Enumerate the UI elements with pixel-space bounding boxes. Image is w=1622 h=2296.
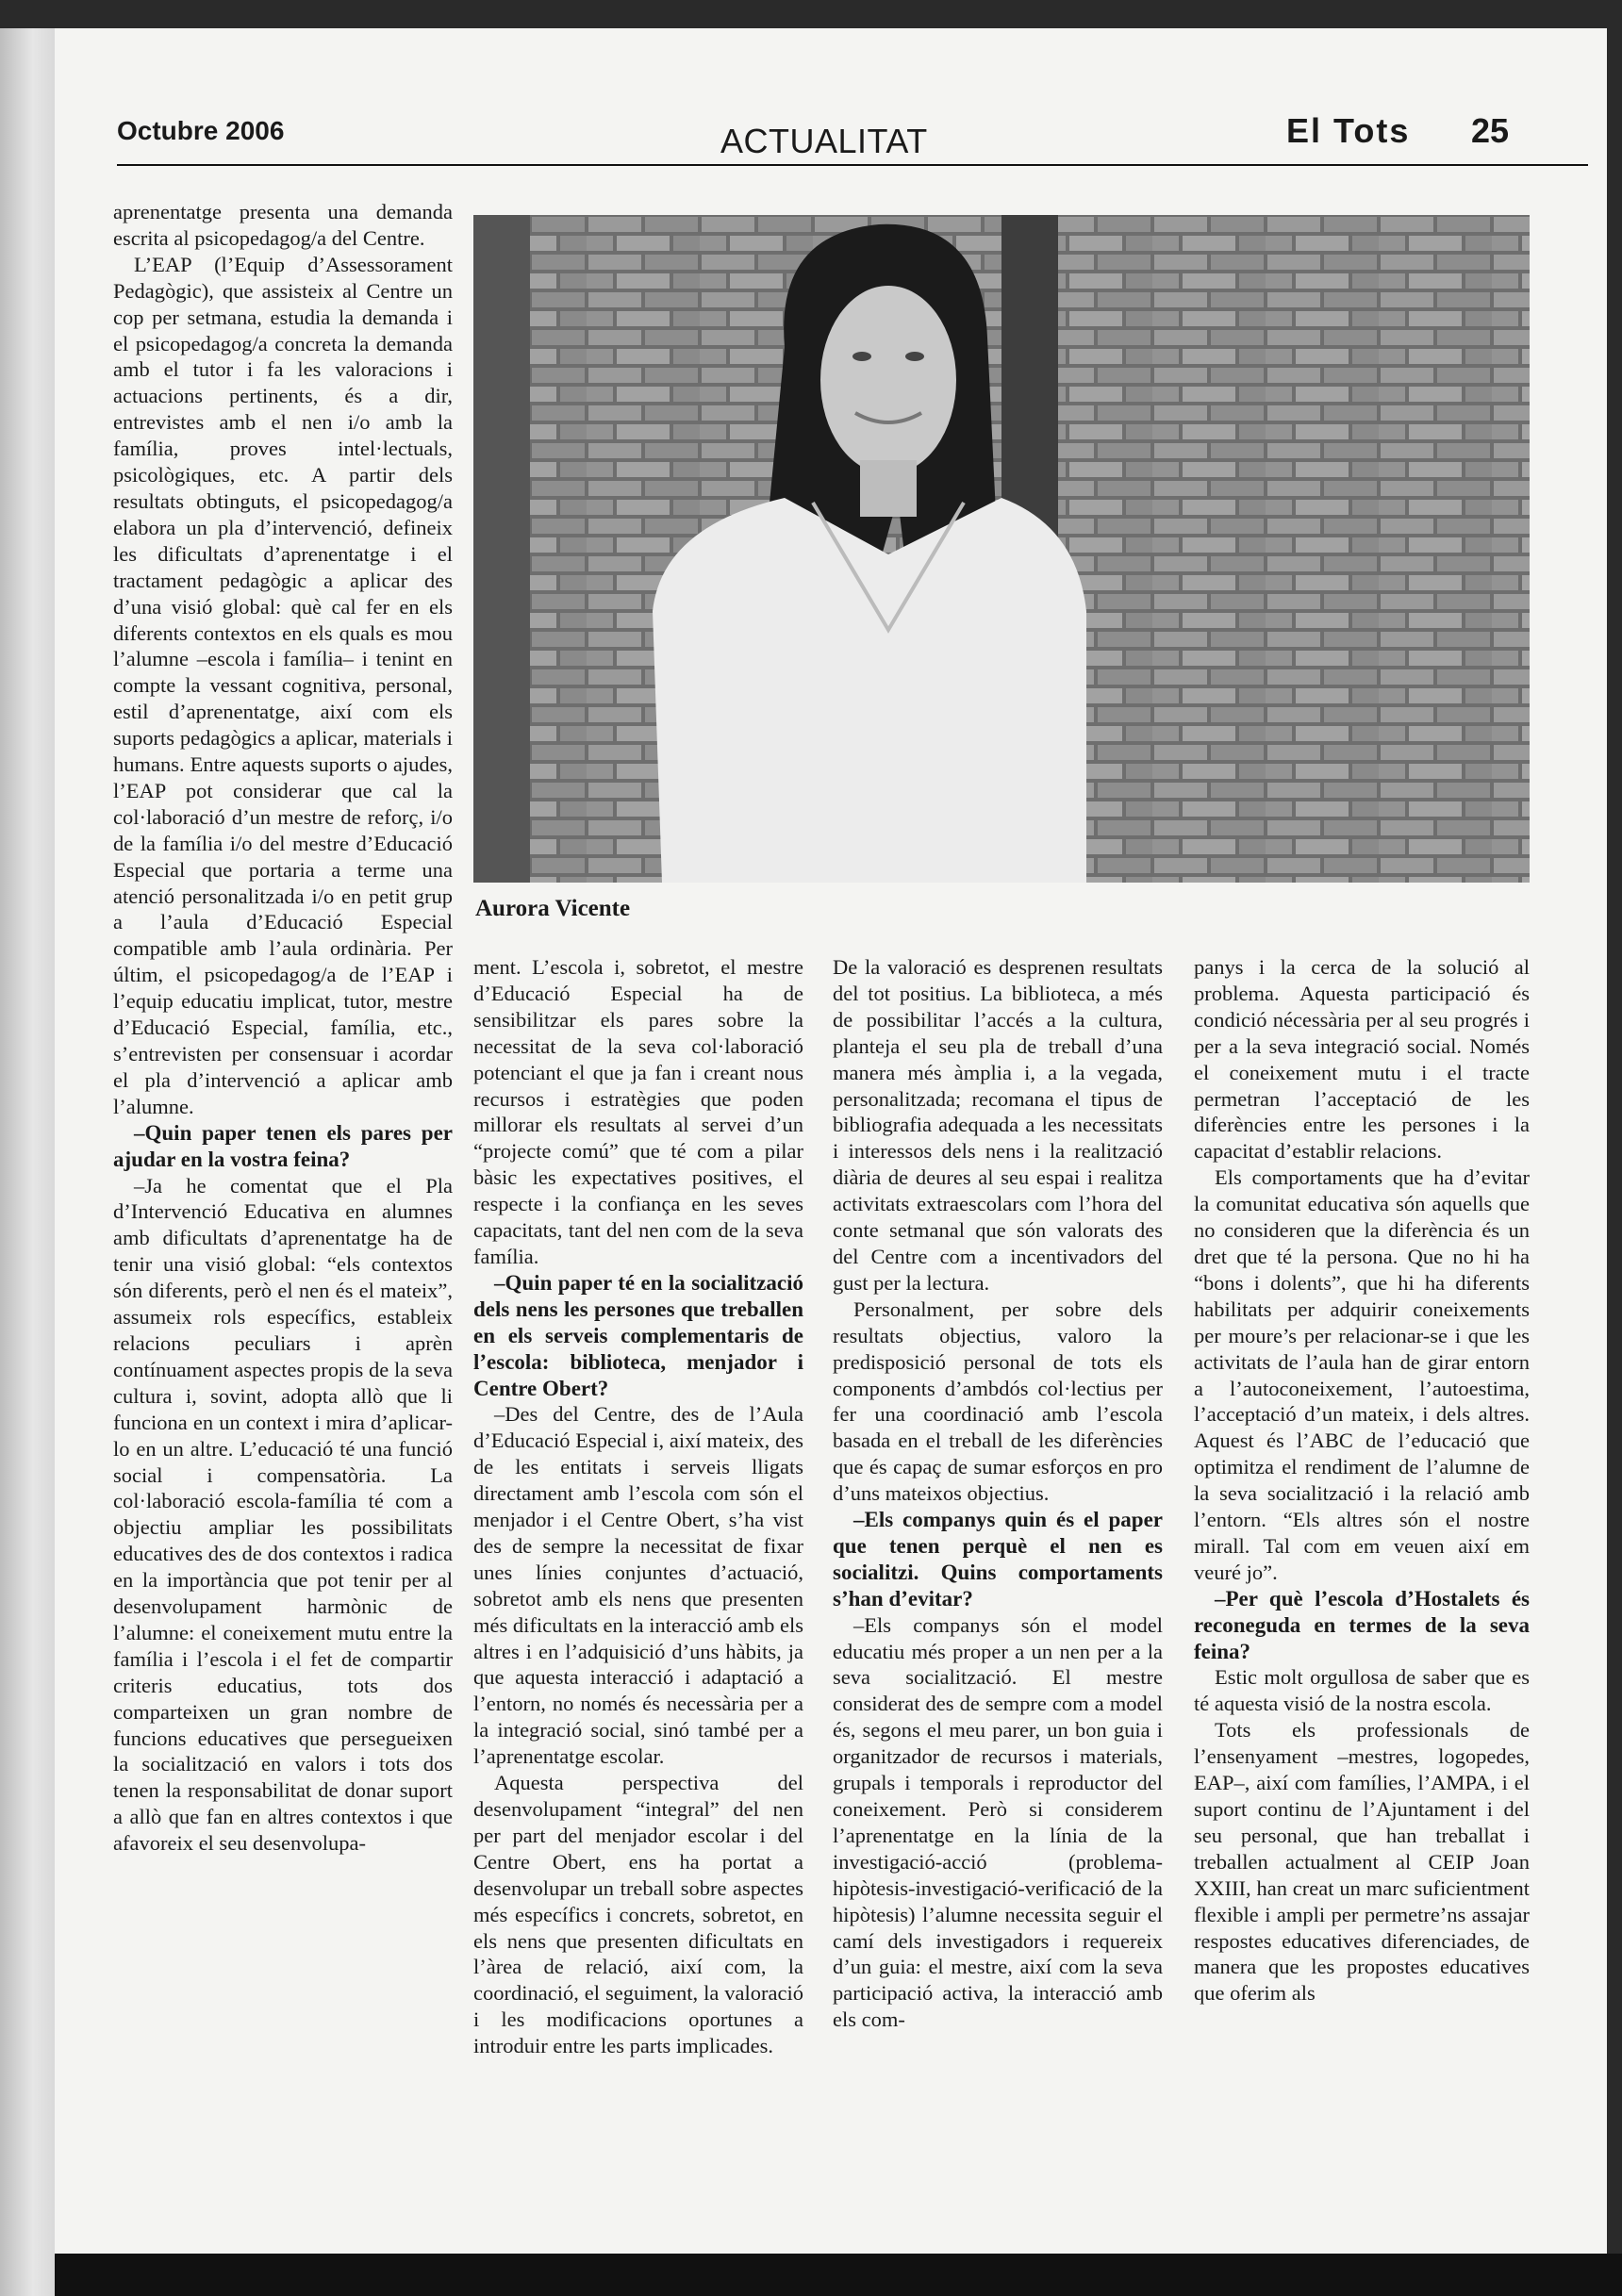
photo-illustration	[473, 215, 1530, 883]
text-column-1	[113, 199, 453, 2189]
paragraph: Els comportaments que ha d’evitar la comunitat educativa són aquells que no consideren que la diferència és un dret que té la persona. Que no hi ha “bons i dolents”, que hi ha diferents habilitats per adquirir coneixements per moure’s per relacionar-se i que les activitats de l’aula han de girar entorn a l’autoconeixement, l’autoestima, l’acceptació d’un mateix, i dels altres. Aquest és l’ABC de l’educació que optimitza el rendiment de l’alumne de la seva socialització i la relació amb l’entorn. “Els altres són el nostre mirall. Tal com em veuen així em veuré jo”.	[1194, 1165, 1530, 1584]
scan-border	[55, 2254, 1622, 2296]
interview-question: –Quin paper tenen els pares per ajudar en la vostra feina?	[113, 1120, 453, 1171]
issue-date: Octubre 2006	[117, 116, 285, 145]
book-spine	[0, 28, 55, 2296]
paragraph: ment. L’escola i, sobretot, el mestre d’Educació Especial ha de sensibilitzar els pares sobre la necessitat de la seva col·laboració potenciant el que ja fan i creant nous recursos i estratègies que poden millorar els resultats al servei d’un “projecte comú” que té com a pilar bàsic les expectatives positives, el respecte i la confiança en les seves capacitats, tant del nen com de la seva família.	[473, 955, 803, 1268]
paragraph: –Ja he comentat que el Pla d’Intervenció Educativa en alumnes amb dificultats d’aprenentatge ha de tenir una visió global: “els contextos són diferents, però el nen és el mateix”, assumeix rols específics, estableix relacions peculiars i aprèn contínuament aspectes propis de la seva cultura i, sovint, adopta allò que li funciona en un context i mira d’aplicar-lo en un altre. L’educació té una funció social i compensatòria. La col·laboració escola-família té com a objectiu ampliar les possibilitats educatives des de dos contextos i radica en la importància que pot tenir per al desenvolupament harmònic de l’alumne: el coneixement mutu entre la família i l’escola i el fet de compartir criteris educatius, tots dos comparteixen un gran nombre de funcions educatives que persegueixen la socialització en valors i tots dos tenen la responsabilitat de donar suport a allò que fan en altres contextos i que afavoreix el seu desenvolupa-	[113, 1173, 453, 1856]
publication-name: El Tots	[1286, 111, 1411, 150]
page-number: 25	[1471, 111, 1510, 150]
paragraph: Aquesta perspectiva del desenvolupament “integral” del nen per part del menjador escolar i del Centre Obert, ens ha portat a desenvolupar un treball sobre aspectes més específics i concrets, sobretot, en els nens que presenten dificultats en l’àrea de relació, així com, la coordinació, el seguiment, la valoració i les modificacions oportunes a introduir entre les parts implicades.	[473, 1771, 803, 2058]
text-column-3	[833, 954, 1163, 2189]
magazine-page	[55, 28, 1607, 2254]
paragraph: panys i la cerca de la solució al problema. Aquesta participació és condició nécessària per al seu progrés i per a la seva integració social. Només el coneixement mutu i el tracte permetran l’acceptació de les diferències entre les persones i la capacitat d’establir relacions.	[1194, 955, 1530, 1164]
portrait-photo	[473, 215, 1530, 883]
text-column-2	[473, 954, 803, 2189]
paragraph: De la valoració es desprenen resultats del tot positius. La biblioteca, a més de possibilitar l’accés a la cultura, planteja el seu pla de treball d’una manera més àmplia i, a la vegada, personalitzada; recomana el tipus de bibliografia adequada a les necessitats i interessos dels nens i la realització diària de deures al seu espai i realitza activitats extraescolars com l’hora del conte setmanal que són valorats des del Centre com a incentivadors del gust per la lectura.	[833, 955, 1163, 1295]
interview-question: –Per què l’escola d’Hostalets és reconeguda en termes de la seva feina?	[1194, 1586, 1530, 1663]
paragraph: –Des del Centre, des de l’Aula d’Educació Especial i, així mateix, des de les entitats i serveis lligats directament amb l’escola com són el menjador i el Centre Obert, s’ha vist des de sempre la necessitat de fixar unes línies conjuntes d’actuació, sobretot amb els nens que presenten més dificultats en la interacció amb els altres i en l’adquisició d’uns hàbits, ja que aquesta interacció i adaptació a l’entorn, no només és necessària per a la integració social, sinó també per a l’aprenentatge escolar.	[473, 1402, 803, 1769]
interview-question: –Quin paper té en la socialització dels nens les persones que treballen en els serveis complementaris de l’escola: biblioteca, menjador i Centre Obert?	[473, 1270, 803, 1400]
photo-caption: Aurora Vicente	[475, 896, 631, 921]
text-column-4	[1194, 954, 1530, 2189]
header-rule	[117, 164, 1588, 166]
section-title: ACTUALITAT	[720, 122, 928, 160]
paragraph: Estic molt orgullosa de saber que es té aquesta visió de la nostra escola.	[1194, 1665, 1530, 1716]
paragraph: L’EAP (l’Equip d’Assessorament Pedagògic), que assisteix al Centre un cop per setmana, estudia la demanda i el psicopedagog/a concreta la demanda amb el tutor i fa les valoracions i actuacions pertinents, és a dir, entrevistes amb el nen i/o amb la família, proves intel·lectuals, psicològiques, etc. A partir dels resultats obtinguts, el psicopedagog/a elabora un pla d’intervenció, defineix les dificultats d’aprenentatge i el tractament pedagògic a aplicar des d’una visió global: què cal fer en els diferents contextos en els quals es mou l’alumne –escola i família– i tenint en compte la vessant cognitiva, personal, estil d’aprenentatge, així com els suports pedagògics a aplicar, materials i humans. Entre aquests suports o ajudes, l’EAP pot considerar que cal la col·laboració d’un mestre de reforç, i/o de la família i/o del mestre d’Educació Especial que portaria a terme una atenció personalitzada i/o en petit grup a l’aula d’Educació Especial compatible amb l’aula ordinària. Per últim, el psicopedagog/a de l’EAP i l’equip educatiu implicat, tutor, mestre d’Educació Especial, família, etc., s’entrevisten per consensuar i acordar el pla d’intervenció a aplicar amb l’alumne.	[113, 252, 453, 1118]
paragraph: aprenentatge presenta una demanda escrita al psicopedagog/a del Centre.	[113, 200, 453, 250]
paragraph: Tots els professionals de l’ensenyament –mestres, logopedes, EAP–, així com famílies, l’AMPA, i el suport continu de l’Ajuntament i del seu personal, que han treballat i treballen actualment al CEIP Joan XXIII, han creat un marc suficientment flexible i ampli per permetre’ns assajar respostes educatives diferenciades, de manera que les propostes educatives que oferim als	[1194, 1718, 1530, 2006]
paragraph: –Els companys són el model educatiu més proper a un nen per a la seva socialització. El mestre considerat des de sempre com a model és, segons el meu parer, un bon guia i organitzador de recursos i materials, grupals i temporals i reproductor del coneixement. Però si considerem l’aprenentatge en la línia de la investigació-acció (problema-hipòtesis-investigació-verificació de la hipòtesis) l’alumne necessita seguir el camí dels investigadors i requereix d’un guia: el mestre, així com la seva participació activa, la interacció amb els com-	[833, 1612, 1163, 2032]
paragraph: Personalment, per sobre dels resultats objectius, valoro la predisposició personal de tots els components d’ambdós col·lectius per fer una coordinació amb l’escola basada en el treball de les diferències que és capaç de sumar esforços en pro d’uns mateixos objectius.	[833, 1297, 1163, 1506]
interview-question: –Els companys quin és el paper que tenen perquè el nen es socialitzi. Quins comportaments s’han d’evitar?	[833, 1508, 1163, 1611]
